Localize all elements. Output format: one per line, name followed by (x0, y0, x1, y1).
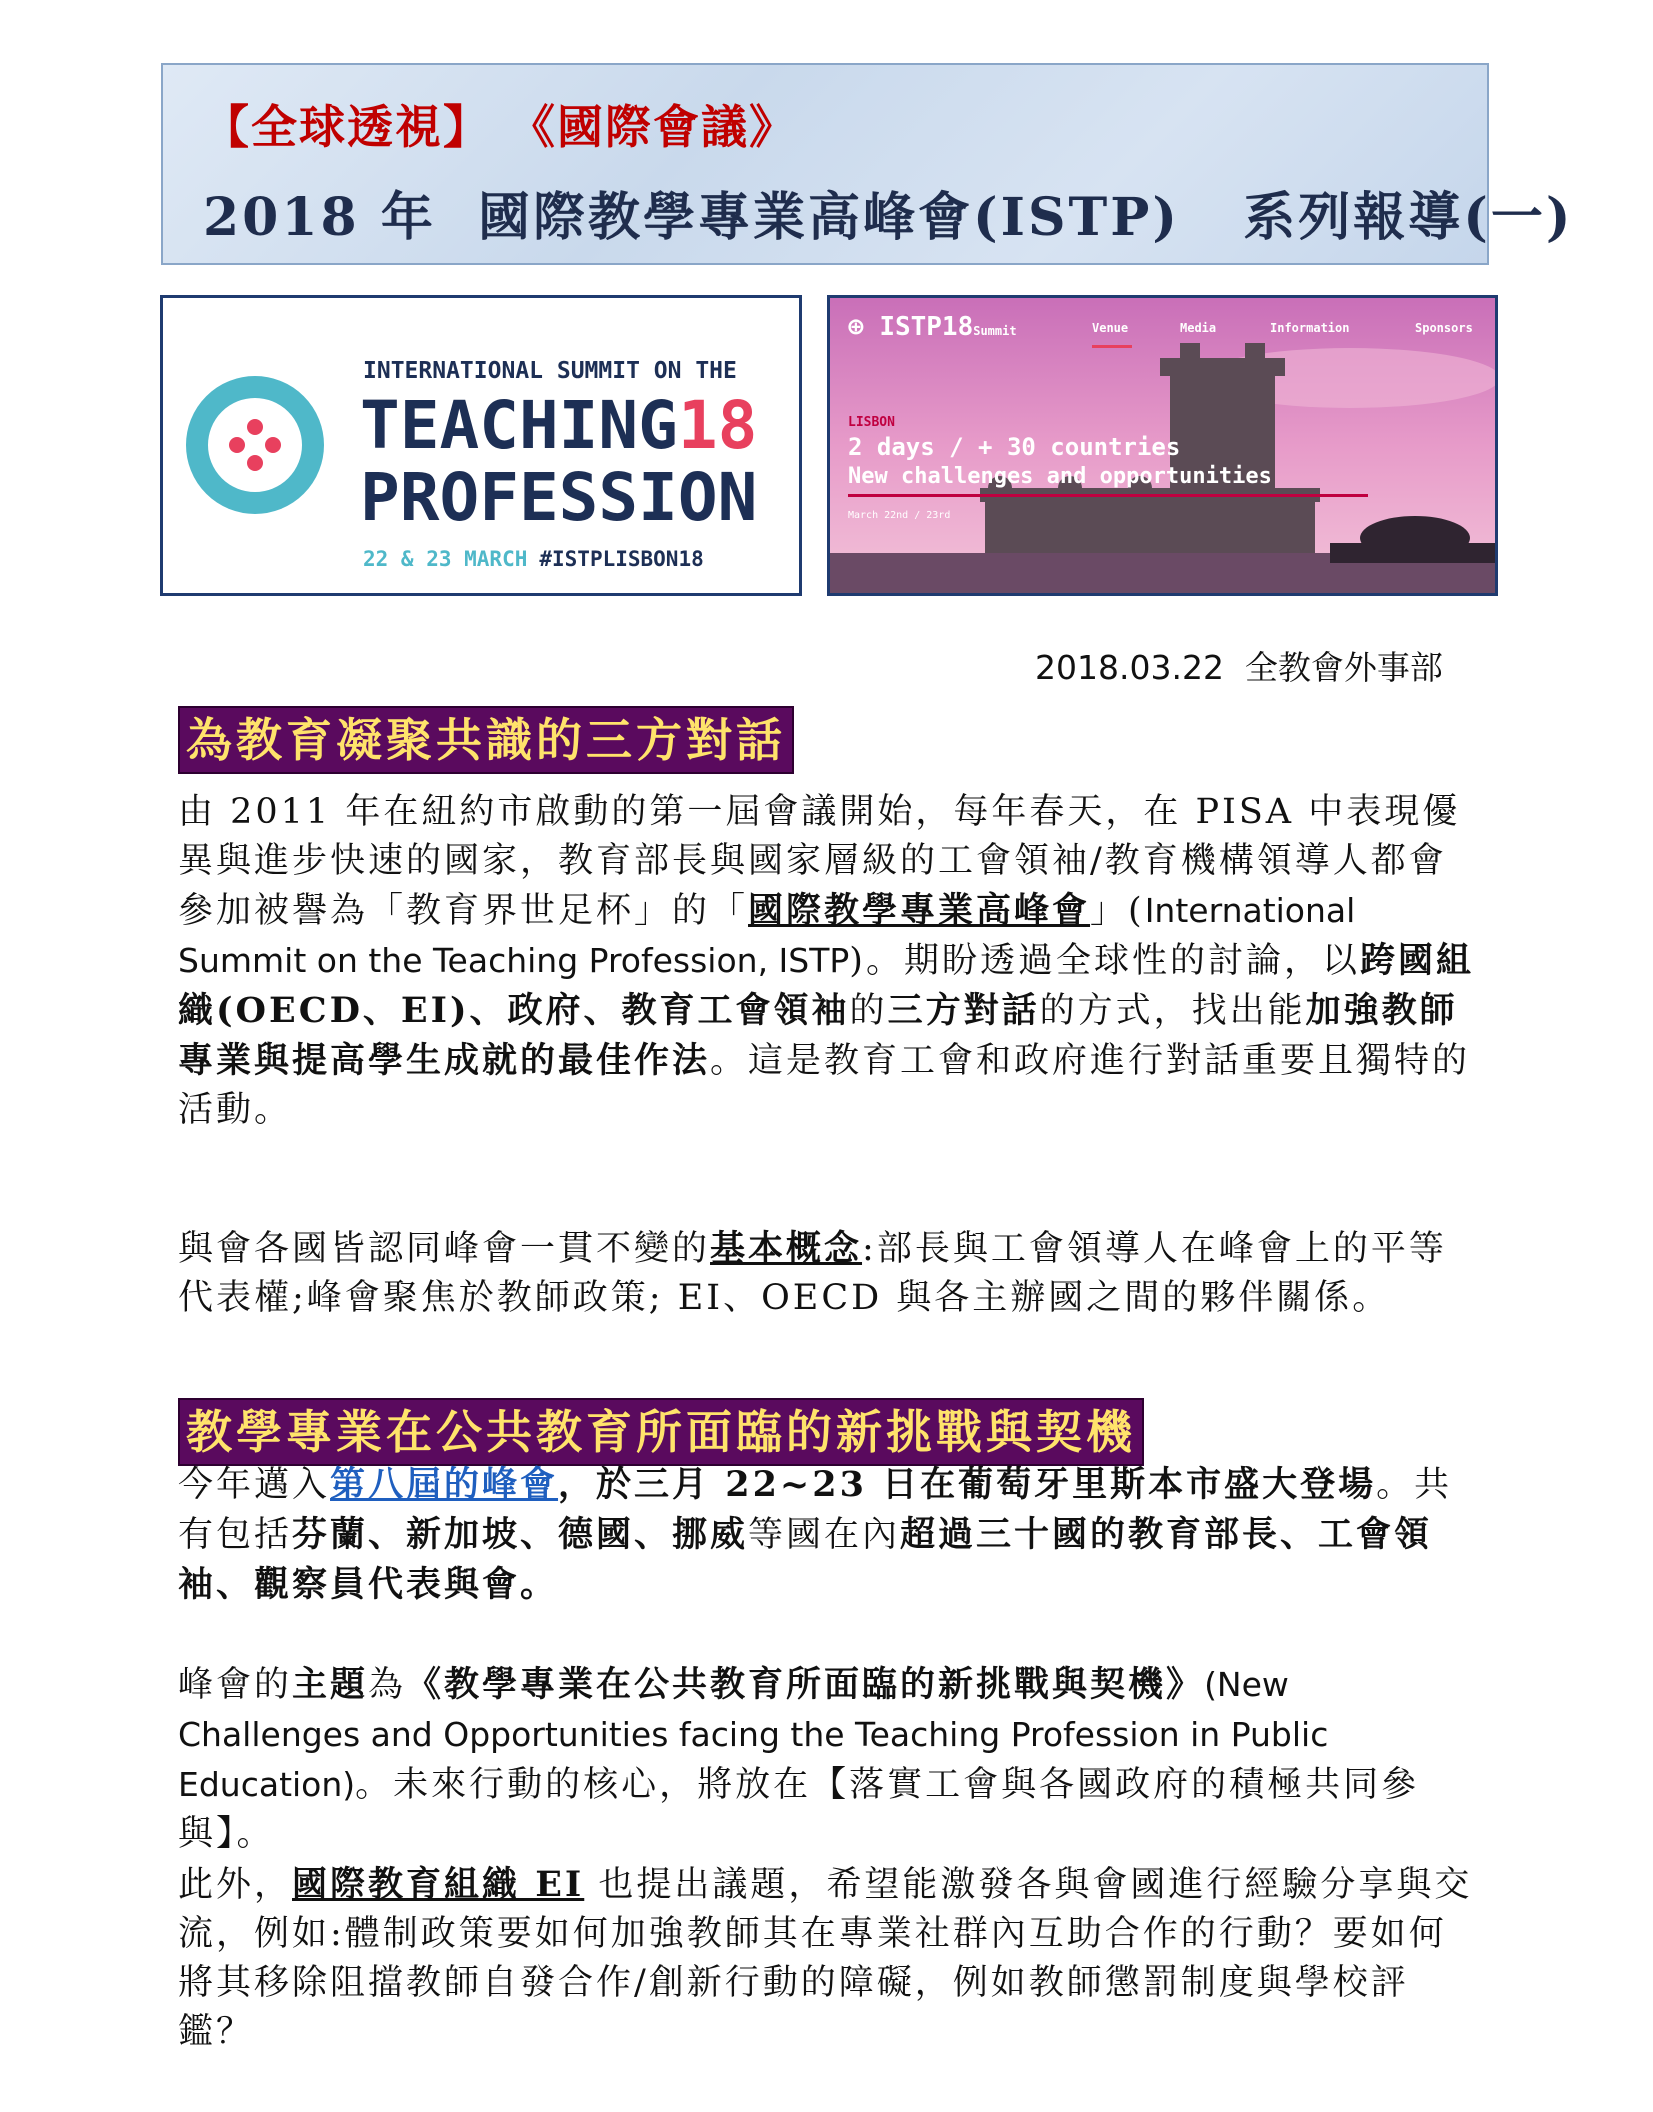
summit-logo-image (160, 295, 802, 596)
basic-concept: 基本概念 (710, 1228, 863, 1269)
venue-headline-1: 2 days / + 30 countries (848, 433, 1181, 461)
header-title: 2018 年 國際教學專業高峰會(ISTP) 系列報導(一) (203, 187, 1574, 248)
venue-city: LISBON (848, 415, 895, 430)
logo-dots-icon (229, 419, 281, 471)
logo-teaching-text: TEACHING18 (360, 387, 758, 464)
section-1-paragraph-2: 與會各國皆認同峰會一貫不變的基本概念:部長與工會領導人在峰會上的平等代表權;峰會聚焦於教師政策; EI、OECD 與各主辦國之間的夥伴關係。 (178, 1228, 1447, 1318)
logo-ring-icon (197, 387, 313, 503)
section-1-heading: 為教育凝聚共識的三方對話 (178, 706, 794, 774)
nav-information[interactable]: Information (1270, 321, 1350, 335)
section-2-heading: 教學專業在公共教育所面臨的新挑戰與契機 (178, 1398, 1144, 1466)
venue-headline-2: New challenges and opportunities (848, 464, 1272, 489)
nav-media[interactable]: Media (1180, 321, 1217, 335)
section-2-paragraph-1: 今年邁入第八屆的峰會，於三月 22~23 日在葡萄牙里斯本市盛大登場。共有包括芬蘭、新加坡、德國、挪威等國在內超過三十國的教育部長、工會領袖、觀察員代表與會。 (178, 1464, 1453, 1605)
section-1-paragraph-1: 由 2011 年在紐約市啟動的第一屆會議開始，每年春天，在 PISA 中表現優異與進步快速的國家，教育部長與國家層級的工會領袖/教育機構領導人都會參加被譽為「教育界世足杯」的「國際教學專業高峰會」(International Summit on the Teaching Profession, ISTP)。期盼透過全球性的討論，以跨國組織(OECD、EI)、政府、教育工會領袖的三方對話的方式，找出能加強教師專業與提高學生成就的最佳作法。這是教育工會和政府進行對話重要且獨特的活動。 (178, 792, 1474, 1130)
venue-brand: ⊕ ISTP18Summit (848, 312, 1017, 342)
header-banner (161, 63, 1574, 265)
header-category: 【全球透視】 《國際會議》 (203, 100, 798, 154)
nav-venue[interactable]: Venue (1092, 321, 1129, 335)
section-2-paragraph-2: 峰會的主題為《教學專業在公共教育所面臨的新挑戰與契機》(New Challenges and Opportunities facing the Teaching Profession in Public Education)。未來行動的核心，將放在【落實工會與各國政府的積極共同參與】。 (178, 1664, 1420, 1854)
eighth-summit-link[interactable]: 第八屆的峰會 (330, 1464, 559, 1505)
venue-website-image (827, 295, 1498, 596)
istp-name: 國際教學專業高峰會 (748, 890, 1091, 931)
nav-sponsors[interactable]: Sponsors (1415, 321, 1473, 335)
byline: 2018.03.22 全教會外事部 (1035, 648, 1443, 687)
summit-logo (163, 298, 799, 593)
venue-scene (830, 298, 1495, 593)
venue-dates: March 22nd / 23rd (848, 510, 951, 521)
logo-dates-text: 22 & 23 MARCH #ISTPLISBON18 (363, 547, 704, 571)
logo-top-text: INTERNATIONAL SUMMIT ON THE (363, 358, 737, 384)
logo-profession-text: PROFESSION (360, 459, 758, 536)
ei-name: 國際教育組織 EI (292, 1864, 585, 1905)
section-2-paragraph-3: 此外，國際教育組織 EI 也提出議題，希望能激發各與會國進行經驗分享與交流，例如:體制政策要如何加強教師其在專業社群內互助合作的行動？要如何將其移除阻擋教師自發合作/創新行動的障礙，例如教師懲罰制度與學校評鑑？ (178, 1864, 1473, 2052)
